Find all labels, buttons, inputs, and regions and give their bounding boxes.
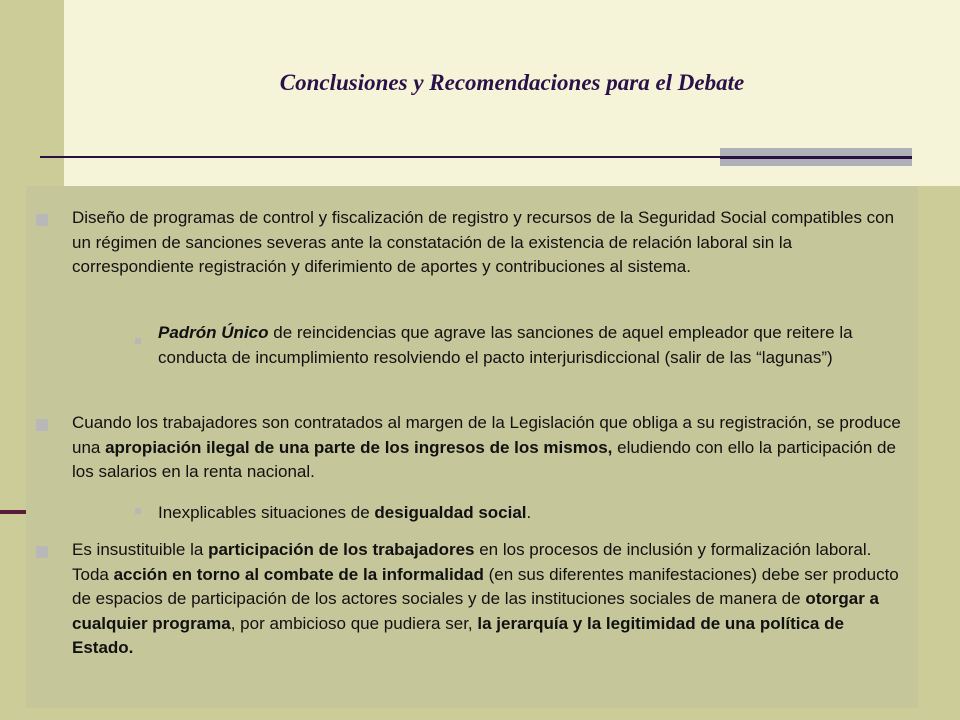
item-bold-text: otorgar a cualquier programa: [72, 589, 879, 633]
item-text: .: [526, 503, 532, 522]
sub-list-item: [158, 501, 910, 526]
item-bold-text: la jerarquía y la legitimidad de una política de Estado.: [72, 613, 844, 657]
list-item: [72, 206, 908, 280]
item-text: , por ambicioso que pudiera ser,: [230, 613, 478, 633]
list-item: [72, 411, 908, 485]
item-bold-text: desigualdad social: [374, 503, 527, 522]
sub-bullet-icon: [135, 508, 141, 514]
item-text: (en sus diferentes manifestaciones) debe ser producto de espacios de participación de los actores sociales y de las instituciones sociales de manera de: [72, 564, 899, 608]
item-text: Es insustituible la: [72, 540, 209, 559]
item-bold-text: Padrón Único: [158, 323, 269, 342]
item-text: Diseño de programas de control y fiscalización de registro y recursos de la Seguridad Social compatibles con un régimen de sanciones severas ante la constatación de la existencia de relación laboral sin la correspondiente registración y diferimiento de aportes y contribuciones al sistema.: [72, 208, 895, 276]
sub-bullet-icon: [135, 338, 141, 344]
bullet-square-icon: [36, 419, 48, 431]
bullet-square-icon: [36, 546, 48, 558]
content-panel: [26, 186, 918, 708]
item-text: Inexplicables situaciones de: [158, 503, 375, 522]
slide-title: Conclusiones y Recomendaciones para el Debate: [279, 70, 745, 95]
side-mark: [0, 510, 26, 514]
accent-line: [720, 157, 912, 159]
item-text: Cuando los trabajadores son contratados al margen de la Legislación que obliga a su registración, se produce una: [72, 413, 901, 457]
item-text: de reincidencias que agrave las sanciones de aquel empleador que reitere la conducta de incumplimiento resolviendo el pacto interjurisdiccional (salir de las “lagunas”): [158, 323, 853, 367]
item-bold-text: acción en torno al combate de la informalidad: [113, 564, 484, 584]
item-text: eludiendo con ello la participación de los salarios en la renta nacional.: [72, 437, 896, 481]
item-bold-text: apropiación ilegal de una parte de los ingresos de los mismos,: [105, 437, 613, 457]
left-strip: [0, 0, 26, 720]
item-text: en los procesos de inclusión y formalización laboral. Toda: [72, 540, 872, 584]
list-item: [72, 538, 908, 661]
item-bold-text: participación de los trabajadores: [208, 540, 475, 559]
bullet-square-icon: [36, 214, 48, 226]
sub-list-item: [158, 321, 910, 370]
